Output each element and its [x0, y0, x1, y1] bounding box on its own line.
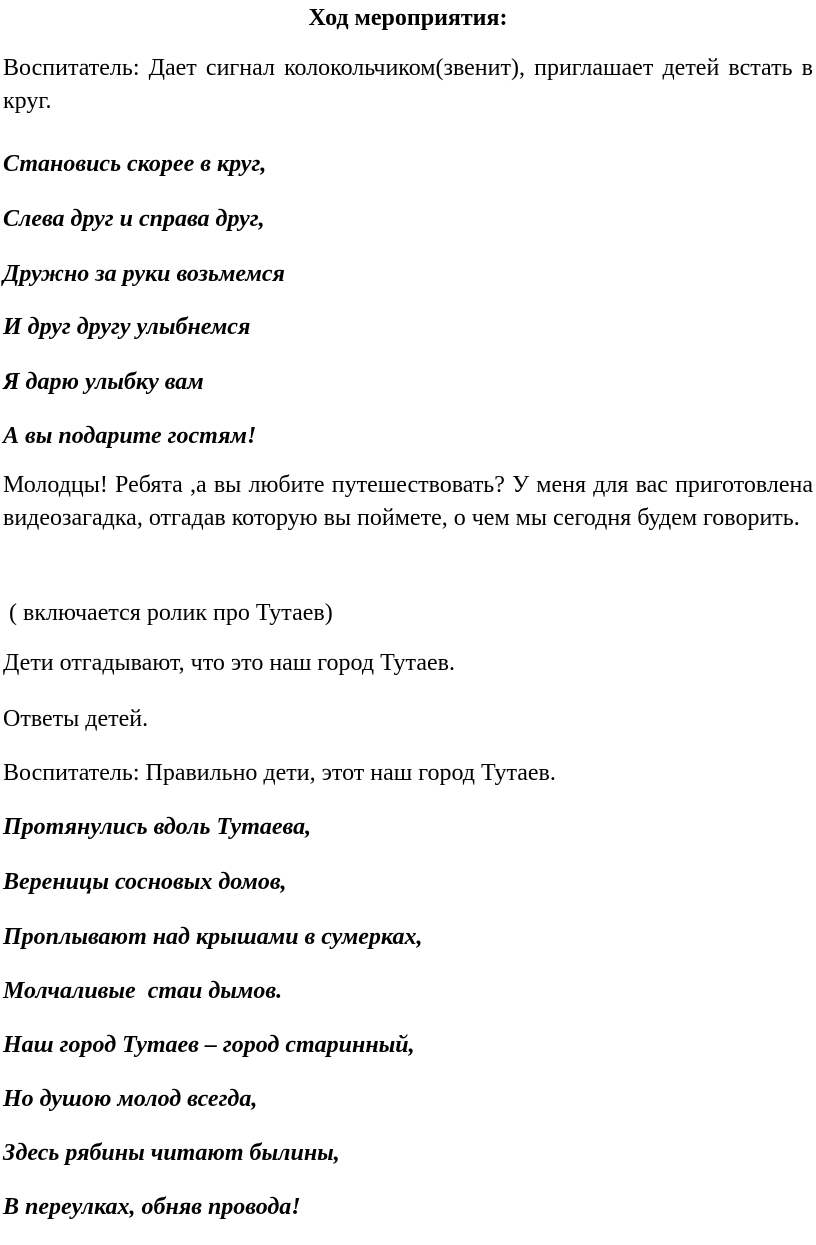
verse-line: Дружно за руки возьмемся [3, 261, 285, 287]
verse-line: В переулках, обняв провода! [3, 1194, 301, 1220]
paragraph-children-answers: Ответы детей. [3, 706, 149, 732]
verse-line: Но душою молод всегда, [3, 1086, 258, 1112]
verse-line: Молчаливые стаи дымов. [3, 978, 283, 1004]
verse-line: Становись скорее в круг, [3, 151, 267, 177]
paragraph-video-note: ( включается ролик про Тутаев) [3, 600, 333, 626]
verse-line: И друг другу улыбнемся [3, 314, 251, 340]
verse-line: Слева друг и справа друг, [3, 206, 265, 232]
verse-line: Я дарю улыбку вам [3, 369, 204, 395]
paragraph-travel-question: Молодцы! Ребята ,а вы любите путешествовать? У меня для вас приготовлена видеозагадка, отгадав которую вы поймете, о чем мы сегодня будем говорить. [3, 472, 813, 531]
verse-line: А вы подарите гостям! [3, 423, 257, 449]
verse-line: Проплывают над крышами в сумерках, [3, 924, 423, 950]
paragraph-educator-signal: Воспитатель: Дает сигнал колокольчиком(звенит), приглашает детей встать в круг. [3, 55, 813, 114]
verse-line: Вереницы сосновых домов, [3, 869, 287, 895]
paragraph-educator-correct: Воспитатель: Правильно дети, этот наш город Тутаев. [3, 760, 556, 786]
verse-line: Протянулись вдоль Тутаева, [3, 814, 312, 840]
verse-line: Наш город Тутаев – город старинный, [3, 1032, 415, 1058]
document-title: Ход мероприятия: [308, 5, 508, 31]
paragraph-children-guess: Дети отгадывают, что это наш город Тутаев. [3, 650, 455, 676]
verse-line: Здесь рябины читают былины, [3, 1140, 340, 1166]
